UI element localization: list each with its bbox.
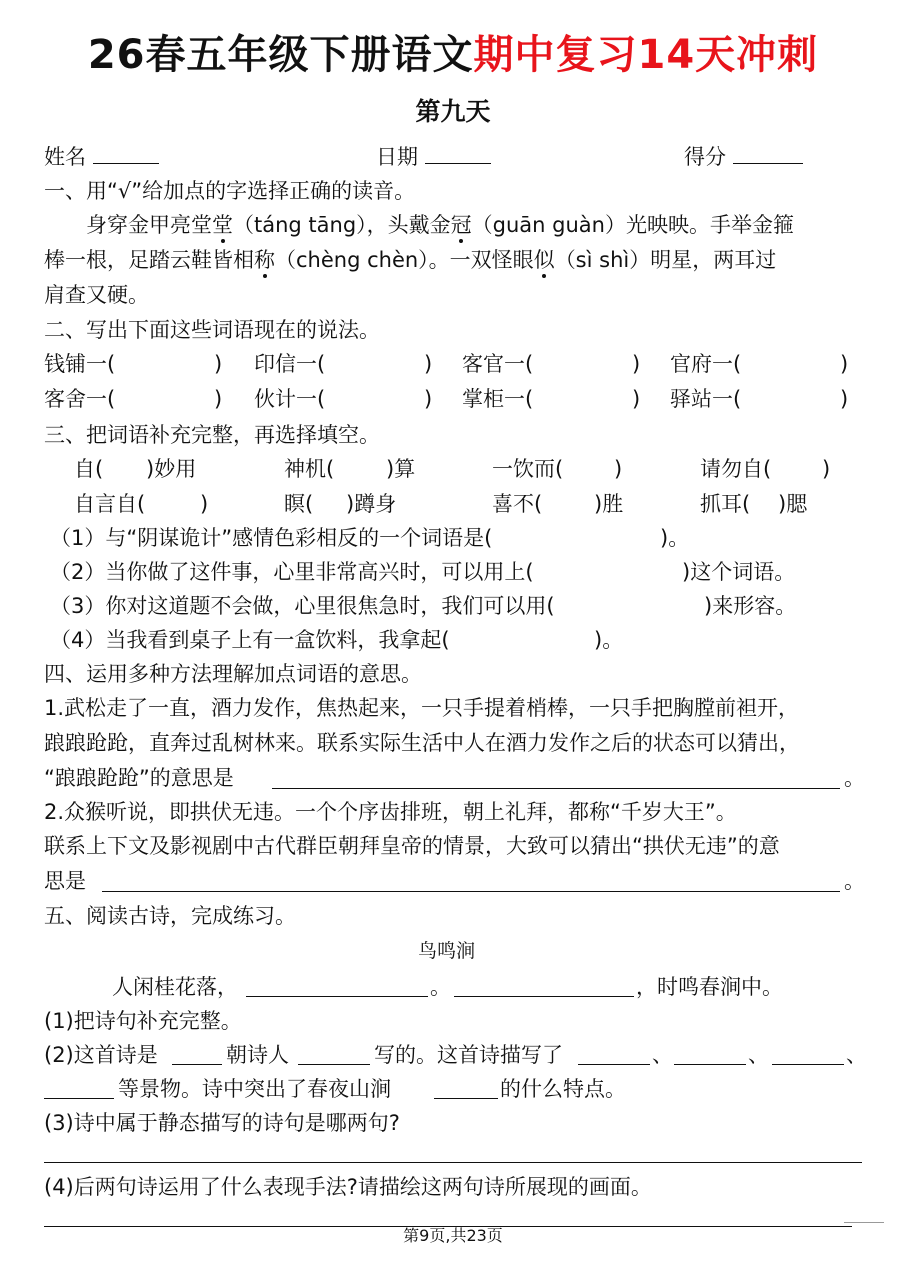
question-text: （2）当你做了这件事，心里非常高兴时，可以用上(: [50, 560, 534, 584]
question-text: (3)诗中属于静态描写的诗句是哪两句?: [44, 1111, 400, 1135]
close-paren: ): [424, 387, 433, 411]
idiom-part: 喜不(: [492, 492, 543, 516]
paragraph-line: 踉踉跄跄，直奔过乱树林来。联系实际生活中人在酒力发作之后的状态可以猜出，: [44, 731, 800, 755]
paragraph-line: “踉踉跄跄”的意思是: [44, 766, 234, 790]
question-text: )来形容。: [704, 594, 797, 618]
question-text: (2)这首诗是: [44, 1043, 158, 1067]
dotted-char: 称: [254, 248, 275, 272]
question-text: （3）你对这道题不会做，心里很焦急时，我们可以用(: [50, 594, 555, 618]
idiom-part: ): [200, 492, 209, 516]
dotted-char: 堂: [212, 213, 233, 237]
question-text: 朝诗人: [226, 1043, 289, 1067]
text: （sì shì）明星，两耳过: [554, 248, 777, 272]
section1-passage-line3: 肩查又硬。: [44, 283, 149, 307]
question-text: 写的。这首诗描写了: [374, 1043, 563, 1067]
idiom-part: 自(: [74, 457, 104, 481]
poem-line: 。: [430, 975, 451, 999]
text: 身穿金甲亮堂: [86, 213, 212, 237]
score-field[interactable]: [684, 147, 803, 168]
paragraph-line: 2.众猴听说，即拱伏无违。一个个序齿排班，朝上礼拜，都称“千岁大王”。: [44, 800, 737, 824]
question-text: （4）当我看到桌子上有一盒饮料，我拿起(: [50, 628, 450, 652]
text: （táng tāng），头戴金: [233, 213, 451, 237]
idiom-part: 神机(: [284, 457, 335, 481]
title-main: 26春五年级下册语文: [87, 32, 474, 78]
idiom-part: )胜: [594, 492, 624, 516]
answer-line[interactable]: [454, 996, 634, 997]
period: 。: [844, 766, 865, 790]
word-item: 印信一(: [254, 352, 326, 376]
idiom-part: )妙用: [146, 457, 197, 481]
section1-heading: 一、用“√”给加点的字选择正确的读音。: [44, 179, 416, 203]
paragraph-line: 1.武松走了一直，酒力发作，焦热起来，一只手提着梢棒，一只手把胸膛前袒开，: [44, 696, 800, 720]
answer-line[interactable]: [578, 1064, 650, 1065]
score-blank[interactable]: [733, 162, 803, 164]
answer-line[interactable]: [434, 1098, 498, 1099]
close-paren: ): [424, 352, 433, 376]
day-subtitle: 第九天: [415, 97, 491, 126]
page-title: [0, 32, 906, 78]
question-text: )这个词语。: [682, 560, 796, 584]
section3-heading: 三、把词语补充完整，再选择填空。: [44, 423, 380, 447]
idiom-part: )算: [386, 457, 416, 481]
question-text: )。: [660, 526, 690, 550]
poem-line: ，时鸣春涧中。: [636, 975, 783, 999]
close-paren: ): [840, 387, 849, 411]
dotted-char: 冠: [450, 213, 472, 237]
text: 棒一根，足踏云鞋皆相: [44, 248, 254, 272]
close-paren: ): [214, 387, 223, 411]
idiom-part: 一饮而(: [492, 457, 564, 481]
close-paren: ): [632, 387, 641, 411]
page-footer: 第9页,共23页: [403, 1226, 503, 1245]
divider: [844, 1222, 884, 1223]
question-text: （1）与“阴谋诡计”感情色彩相反的一个词语是(: [50, 526, 493, 550]
question-text: (1)把诗句补充完整。: [44, 1009, 242, 1033]
section1-passage-line2: [44, 250, 776, 271]
idiom-part: 请勿自(: [700, 457, 772, 481]
word-item: 客官一(: [462, 352, 534, 376]
word-item: 官府一(: [670, 352, 742, 376]
text: （chèng chèn）。一双怪眼: [275, 248, 534, 272]
answer-line[interactable]: [298, 1064, 370, 1065]
idiom-part: )腮: [778, 492, 808, 516]
answer-line[interactable]: [246, 996, 428, 997]
idiom-part: 自言自(: [74, 492, 146, 516]
name-field[interactable]: [44, 147, 159, 168]
period: 。: [844, 869, 865, 893]
date-field[interactable]: [376, 147, 491, 168]
question-text: 、: [748, 1043, 769, 1067]
text: （guān guàn）光映映。手举金箍: [471, 213, 794, 237]
question-text: 等景物。诗中突出了春夜山涧: [118, 1077, 391, 1101]
section4-heading: 四、运用多种方法理解加点词语的意思。: [44, 662, 422, 686]
title-highlight: 期中复习14天冲刺: [473, 32, 819, 78]
answer-line[interactable]: [772, 1064, 844, 1065]
paragraph-line: 思是: [44, 869, 86, 893]
answer-line[interactable]: [44, 1098, 114, 1099]
section5-heading: 五、阅读古诗，完成练习。: [44, 904, 296, 928]
idiom-part: 瞑(: [284, 492, 314, 516]
word-item: 钱铺一(: [44, 352, 116, 376]
question-text: 的什么特点。: [500, 1077, 626, 1101]
dotted-char: 似: [533, 248, 555, 272]
answer-line[interactable]: [272, 788, 840, 789]
poem-line: 人闲桂花落，: [112, 975, 238, 999]
idiom-part: ): [614, 457, 623, 481]
close-paren: ): [214, 352, 223, 376]
word-item: 伙计一(: [254, 387, 326, 411]
answer-line[interactable]: [674, 1064, 746, 1065]
poem-title: 鸟鸣涧: [418, 940, 476, 962]
close-paren: ): [840, 352, 849, 376]
question-text: (4)后两句诗运用了什么表现手法?请描绘这两句诗所展现的画面。: [44, 1175, 652, 1199]
paragraph-line: 联系上下文及影视剧中古代群臣朝拜皇帝的情景，大致可以猜出“拱伏无违”的意: [44, 834, 780, 858]
section1-passage-line1: [86, 215, 794, 236]
name-label: 姓名: [44, 145, 86, 169]
answer-line[interactable]: [44, 1162, 862, 1163]
word-item: 客舍一(: [44, 387, 116, 411]
word-item: 掌柜一(: [462, 387, 534, 411]
idiom-part: ): [822, 457, 831, 481]
date-label: 日期: [376, 145, 418, 169]
section2-heading: 二、写出下面这些词语现在的说法。: [44, 318, 380, 342]
idiom-part: )蹲身: [346, 492, 397, 516]
name-blank[interactable]: [93, 162, 159, 164]
question-text: 、: [652, 1043, 673, 1067]
idiom-part: 抓耳(: [700, 492, 751, 516]
score-label: 得分: [684, 145, 726, 169]
question-text: )。: [594, 628, 624, 652]
question-text: 、: [846, 1043, 867, 1067]
word-item: 驿站一(: [670, 387, 742, 411]
answer-line[interactable]: [102, 891, 840, 892]
date-blank[interactable]: [425, 162, 491, 164]
answer-line[interactable]: [172, 1064, 222, 1065]
close-paren: ): [632, 352, 641, 376]
